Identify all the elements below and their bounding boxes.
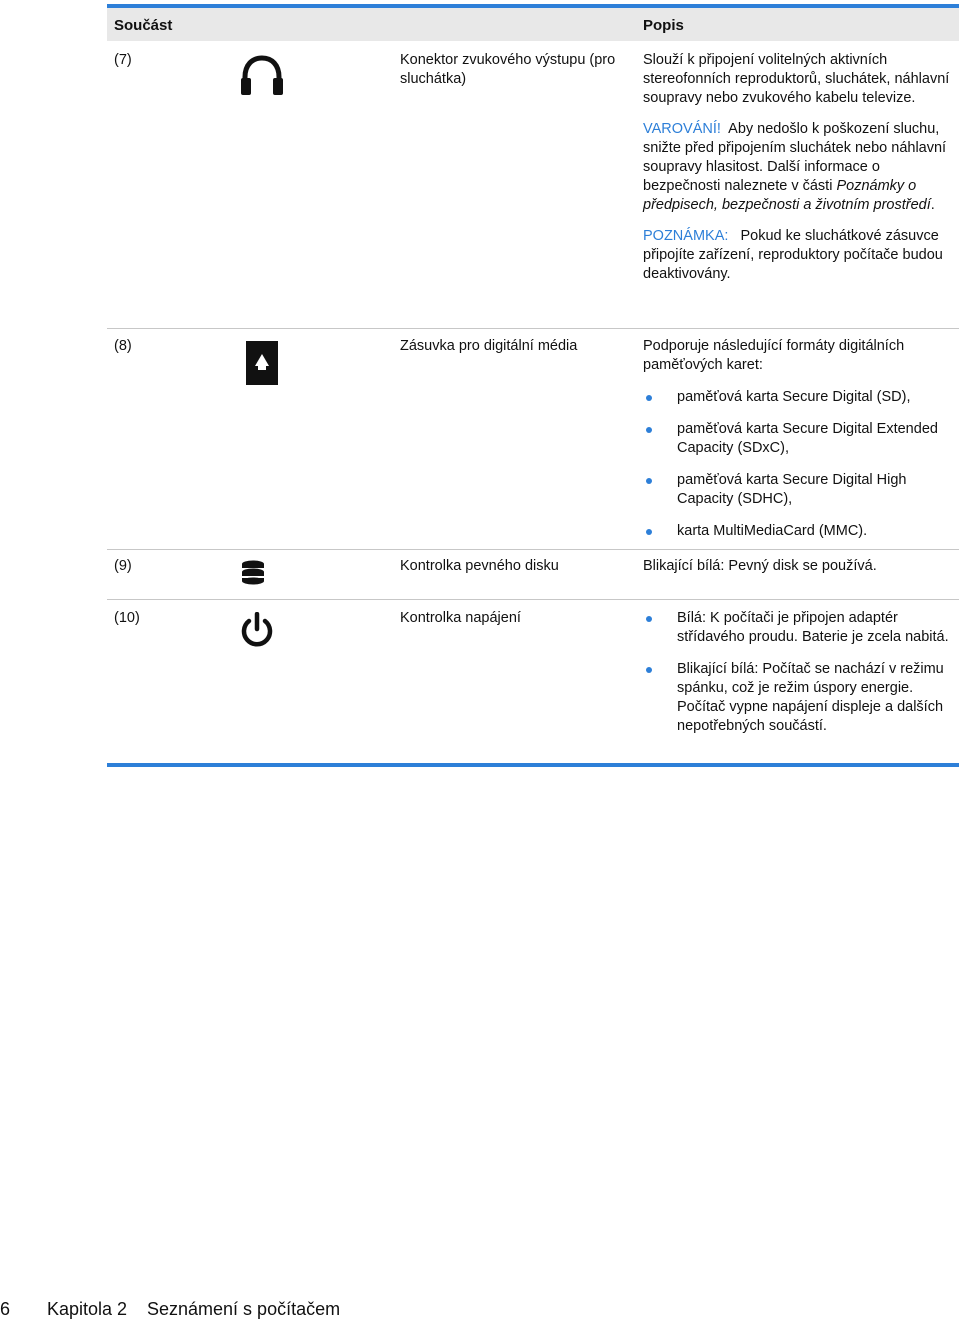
list-item: paměťová karta Secure Digital Extended Capacity (SDxC), bbox=[643, 420, 959, 458]
header-description: Popis bbox=[643, 17, 684, 34]
warning-text: Aby nedošlo k poškození sluchu, snižte před připojením sluchátek nebo náhlavní soupravy hlasitost. bbox=[643, 121, 947, 175]
footer-chapter: Kapitola 2 bbox=[47, 1299, 128, 1319]
list-item: Blikající bílá: Počítač se nachází v režimu spánku, což je režim úspory energie. Počítač vypne napájení displeje a dalších nepotřebných součástí. bbox=[643, 660, 959, 736]
hard-drive-icon bbox=[241, 560, 265, 590]
page-number: 6 bbox=[0, 1299, 11, 1319]
card-format-list bbox=[643, 388, 959, 541]
list-item: paměťová karta Secure Digital (SD), bbox=[643, 388, 959, 407]
sd-card-icon bbox=[245, 340, 279, 390]
note-text: Pokud ke sluchátkové zásuvce připojíte zařízení, reproduktory počítače budou deaktivovány. bbox=[643, 228, 943, 282]
table-bottom-border bbox=[107, 763, 959, 767]
row10-description bbox=[643, 609, 959, 736]
row10-name: Kontrolka napájení bbox=[400, 610, 521, 626]
list-item: karta MultiMediaCard (MMC). bbox=[643, 522, 959, 541]
headphones-icon bbox=[239, 55, 285, 101]
note-block bbox=[643, 227, 959, 284]
row9-name: Kontrolka pevného disku bbox=[400, 558, 559, 574]
row7-name: Konektor zvukového výstupu (pro sluchátka) bbox=[400, 52, 616, 87]
row9-description: Blikající bílá: Pevný disk se používá. bbox=[643, 558, 877, 574]
row8-desc-text: Podporuje následující formáty digitálních paměťových karet: bbox=[643, 338, 905, 373]
row7-desc-text: Slouží k připojení volitelných aktivních stereofonních reproduktorů, sluchátek, náhlavní soupravy nebo zvukového kabelu televize. bbox=[643, 52, 950, 106]
header-component: Součást bbox=[114, 17, 173, 34]
row-divider bbox=[107, 599, 959, 600]
warning-label: VAROVÁNÍ! bbox=[643, 121, 721, 137]
row9-number: (9) bbox=[114, 558, 132, 574]
row10-number: (10) bbox=[114, 610, 140, 626]
warning-block bbox=[643, 120, 959, 215]
note-label: POZNÁMKA: bbox=[643, 228, 729, 244]
row7-number: (7) bbox=[114, 52, 132, 68]
table-header bbox=[107, 4, 959, 41]
row8-name: Zásuvka pro digitální média bbox=[400, 338, 578, 354]
list-item: Bílá: K počítači je připojen adaptér střídavého proudu. Baterie je zcela nabitá. bbox=[643, 609, 959, 647]
footer-chapter-title: Seznámení s počítačem bbox=[147, 1299, 341, 1319]
list-item: paměťová karta Secure Digital High Capacity (SDHC), bbox=[643, 471, 959, 509]
warning-more: Další informace o bezpečnosti naleznete v části bbox=[643, 159, 880, 194]
row8-description bbox=[643, 337, 959, 541]
row7-description bbox=[643, 51, 959, 284]
warning-ref: Poznámky o předpisech, bezpečnosti a životním prostředí bbox=[643, 178, 931, 213]
power-status-list bbox=[643, 609, 959, 736]
power-icon bbox=[240, 612, 274, 652]
row8-number: (8) bbox=[114, 338, 132, 354]
warning-end: . bbox=[930, 197, 935, 213]
row-divider bbox=[107, 328, 959, 329]
row-divider bbox=[107, 549, 959, 550]
